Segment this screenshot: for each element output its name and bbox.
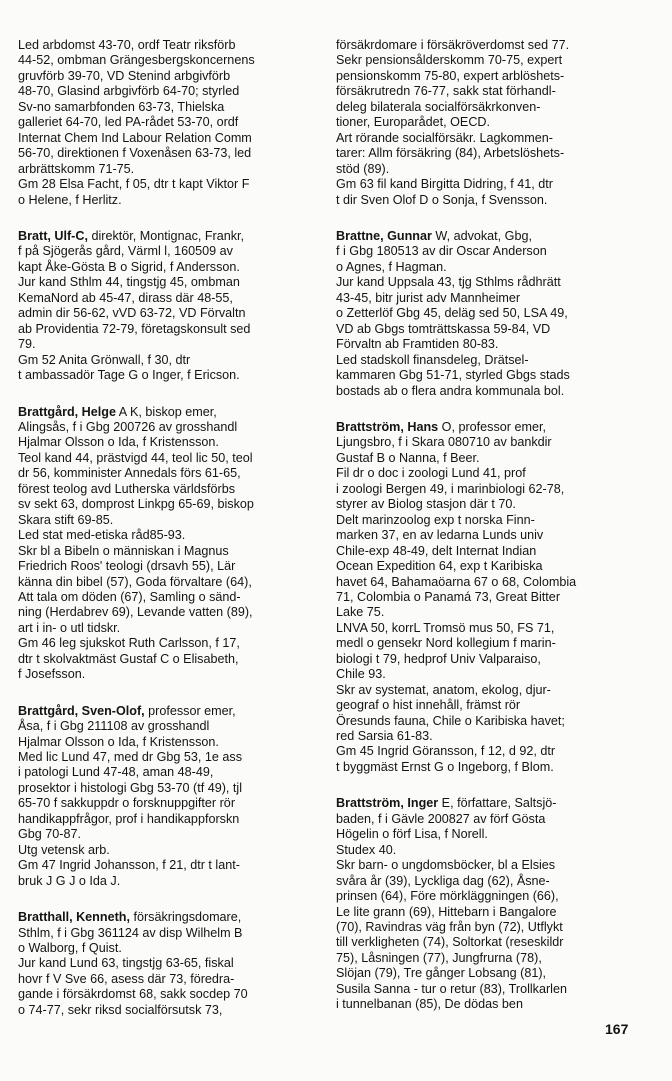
- entry-line: Studex 40.: [336, 842, 397, 857]
- entry-name: Bratt, Ulf-C,: [18, 228, 88, 243]
- entry-line: biologi t 79, hedprof Univ Valparaiso,: [336, 651, 541, 666]
- entry-line: Jur kand Sthlm 44, tingstjg 45, ombman: [18, 275, 240, 290]
- entry-line: Delt marinzoolog exp t norska Finn-: [336, 512, 535, 527]
- entry-line: Hjalmar Olsson o Ida, f Kristensson.: [18, 435, 219, 450]
- entry-line: galleriet 64-70, led PA-rådet 53-70, ordf: [18, 115, 239, 130]
- entry-line: f Josefsson.: [18, 667, 86, 682]
- entry-intro: W, advokat, Gbg,: [431, 228, 532, 243]
- entry-line: Hjalmar Olsson o Ida, f Kristensson.: [18, 734, 219, 749]
- entry-line: Fil dr o doc i zoologi Lund 41, prof: [336, 466, 526, 481]
- entry-line: kammaren Gbg 51-71, styrled Gbgs stads: [336, 368, 570, 383]
- entry-line: Gustaf B o Nanna, f Beer.: [336, 450, 480, 465]
- entry-line: Led stat med-etiska råd85-93.: [18, 528, 186, 543]
- entry-line: Led arbdomst 43-70, ordf Teatr riksförb: [18, 38, 236, 52]
- entry-line: KemaNord ab 45-47, dirass där 48-55,: [18, 290, 233, 305]
- entry-line: Alingsås, f i Gbg 200726 av grosshandl: [18, 419, 238, 434]
- left-column: [18, 38, 318, 1039]
- entry-line: i tunnelbanan (85), De dödas ben: [336, 997, 523, 1012]
- entry-line: ab Providentia 72-79, företagskonsult sed: [18, 321, 251, 336]
- entry-line: Le lite grann (69), Hittebarn i Bangalore: [336, 904, 557, 919]
- entry-line: tarer: Allm försäkring (84), Arbetslöshets-: [336, 146, 565, 161]
- entry-line: Skr barn- o ungdomsböcker, bl a Elsies: [336, 858, 556, 873]
- entry-line: tioner, Europarådet, OECD.: [336, 115, 491, 130]
- entry-line: Jur kand Lund 63, tingstjg 63-65, fiskal: [18, 956, 234, 971]
- entry-name: Brattström, Inger: [336, 796, 439, 811]
- biography-entry: [336, 420, 640, 775]
- entry-line: handikappfrågor, prof i handikappforskn: [18, 811, 240, 826]
- entry-line: Skr bl a Bibeln o människan i Magnus: [18, 543, 229, 558]
- biography-entry: [336, 796, 640, 1012]
- entry-heading: [18, 229, 318, 244]
- entry-line: svåra år (39), Lyckliga dag (62), Åsne-: [336, 873, 550, 888]
- entry-heading: [336, 796, 640, 811]
- entry-line: förest teolog avd Lutherska världsförbs: [18, 481, 236, 496]
- entry-name: Brattström, Hans: [336, 419, 439, 434]
- entry-line: ning (Herdabrev 69), Levande vatten (89),: [18, 605, 253, 620]
- right-column: [336, 38, 640, 1034]
- entry-line: bostads ab o flera andra kommunala bol.: [336, 383, 565, 398]
- entry-intro: E, författare, Saltsjö-: [438, 796, 557, 811]
- entry-line: Öresunds fauna, Chile o Karibiska havet;: [336, 713, 565, 728]
- entry-line: marken 37, en av ledarna Lunds univ: [336, 528, 544, 543]
- entry-line: t dir Sven Olof D o Sonja, f Svensson.: [336, 192, 548, 207]
- entry-line: Gm 28 Elsa Facht, f 05, dtr t kapt Viktor F: [18, 177, 250, 192]
- entry-line: geograf o hist innehåll, främst rör: [336, 698, 521, 713]
- entry-line: Gm 47 Ingrid Johansson, f 21, dtr t lant-: [18, 858, 240, 873]
- entry-line: medl o gensekr Nord kollegium f marin-: [336, 636, 556, 651]
- entry-line: Åsa, f i Gbg 211108 av grosshandl: [18, 719, 210, 734]
- entry-line: Led stadskoll finansdeleg, Drätsel-: [336, 352, 529, 367]
- entry-line: f på Sjögerås gård, Värml l, 160509 av: [18, 244, 233, 259]
- entry-line: känna din bibel (57), Goda förvaltare (64),: [18, 574, 252, 589]
- entry-line: kapt Åke-Gösta B o Sigrid, f Andersson.: [18, 259, 240, 274]
- entry-intro: O, professor emer,: [438, 419, 546, 434]
- entry-line: Chile 93.: [336, 667, 386, 682]
- entry-line: o Walborg, f Quist.: [18, 941, 122, 956]
- biography-entry: [336, 38, 640, 208]
- entry-line: Utg vetensk arb.: [18, 842, 110, 857]
- entry-line: Gm 45 Ingrid Göransson, f 12, d 92, dtr: [336, 744, 556, 759]
- entry-line: admin dir 56-62, vVD 63-72, VD Förvaltn: [18, 306, 246, 321]
- entry-line: Ljungsbro, f i Skara 080710 av bankdir: [336, 435, 552, 450]
- entry-line: sv sekt 63, domprost Linkpg 65-69, biskop: [18, 497, 254, 512]
- entry-line: o 74-77, sekr riksd socialförsutsk 73,: [18, 1002, 223, 1017]
- entry-line: t byggmäst Ernst G o Ingeborg, f Blom.: [336, 759, 554, 774]
- entry-heading: [18, 405, 318, 420]
- entry-line: t ambassadör Tage G o Inger, f Ericson.: [18, 368, 240, 383]
- entry-line: 56-70, direktionen f Voxenåsen 63-73, led: [18, 146, 252, 161]
- entry-line: stöd (89).: [336, 161, 390, 176]
- biography-entry: [18, 704, 318, 889]
- entry-name: Brattgård, Helge: [18, 404, 116, 419]
- entry-heading: [18, 704, 318, 719]
- entry-line: LNVA 50, korrL Tromsö mus 50, FS 71,: [336, 620, 555, 635]
- page-number: 167: [605, 1021, 629, 1037]
- entry-line: 44-52, ombman Grängesbergskoncernens: [18, 53, 255, 68]
- entry-line: pensionskomm 75-80, expert arblöshets-: [336, 68, 565, 83]
- entry-line: Lake 75.: [336, 605, 385, 620]
- entry-name: Bratthall, Kenneth,: [18, 910, 130, 925]
- entry-line: Högelin o förf Lisa, f Norell.: [336, 827, 488, 842]
- entry-line: red Sarsia 61-83.: [336, 729, 433, 744]
- entry-line: Sv-no samarbfonden 63-73, Thielska: [18, 99, 225, 114]
- entry-line: 48-70, Glasind arbgivförb 64-70; styrled: [18, 84, 240, 99]
- entry-line: 43-45, bitr jurist adv Mannheimer: [336, 290, 521, 305]
- entry-line: till verkligheten (74), Soltorkat (reseskildr: [336, 935, 564, 950]
- entry-line: Gbg 70-87.: [18, 827, 82, 842]
- entry-line: i zoologi Bergen 49, i marinbiologi 62-78,: [336, 481, 565, 496]
- entry-line: Slöjan (79), Tre gånger Lobsang (81),: [336, 966, 547, 981]
- entry-line: Ocean Expedition 64, exp t Karibiska: [336, 559, 543, 574]
- entry-line: 75), Låsningen (77), Jungfrurna (78),: [336, 950, 542, 965]
- entry-line: gande i försäkrdomst 68, sakk socdep 70: [18, 987, 248, 1002]
- entry-line: Gm 46 leg sjukskot Ruth Carlsson, f 17,: [18, 636, 240, 651]
- entry-line: Skara stift 69-85.: [18, 512, 114, 527]
- entry-heading: [18, 910, 318, 925]
- entry-line: Gm 52 Anita Grönwall, f 30, dtr: [18, 352, 191, 367]
- entry-line: hovr f V Sve 66, asess där 73, föredra-: [18, 971, 235, 986]
- entry-line: Skr av systemat, anatom, ekolog, djur-: [336, 682, 551, 697]
- entry-line: Sthlm, f i Gbg 361124 av disp Wilhelm B: [18, 925, 243, 940]
- entry-line: i patologi Lund 47-48, aman 48-49,: [18, 765, 214, 780]
- entry-name: Brattgård, Sven-Olof,: [18, 703, 145, 718]
- biography-entry: [18, 910, 318, 1018]
- entry-line: o Zetterlöf Gbg 45, deläg sed 50, LSA 49,: [336, 306, 568, 321]
- entry-line: Sekr pensionsålderskomm 70-75, expert: [336, 53, 563, 68]
- entry-line: Gm 63 fil kand Birgitta Didring, f 41, dtr: [336, 177, 553, 192]
- entry-line: försäkrutredn 76-77, sakk stat förhandl-: [336, 84, 556, 99]
- entry-line: dtr t skolvaktmäst Gustaf C o Elisabeth,: [18, 651, 239, 666]
- entry-line: deleg bilaterala socialförsäkrkonven-: [336, 99, 541, 114]
- entry-line: arbrättskomm 71-75.: [18, 161, 135, 176]
- entry-intro: direktör, Montignac, Frankr,: [87, 228, 245, 243]
- entry-heading: [336, 229, 640, 244]
- entry-line: Teol kand 44, prästvigd 44, teol lic 50, teol: [18, 450, 253, 465]
- entry-line: Chile-exp 48-49, delt Internat Indian: [336, 543, 537, 558]
- entry-intro: professor emer,: [144, 703, 236, 718]
- entry-line: prosektor i histologi Gbg 53-70 (tf 49), tjl: [18, 780, 242, 795]
- entry-line: gruvförb 39-70, VD Stenind arbgivförb: [18, 68, 231, 83]
- entry-line: f i Gbg 180513 av dir Oscar Anderson: [336, 244, 547, 259]
- entry-line: Att tala om döden (67), Samling o sänd-: [18, 589, 241, 604]
- entry-line: bruk J G J o Ida J.: [18, 873, 121, 888]
- entry-line: 79.: [18, 337, 36, 352]
- entry-intro: A K, biskop emer,: [115, 404, 217, 419]
- entry-line: o Helene, f Herlitz.: [18, 192, 122, 207]
- entry-line: havet 64, Bahamaöarna 67 o 68, Colombia: [336, 574, 577, 589]
- biography-entry: [18, 229, 318, 384]
- entry-line: Internat Chem Ind Labour Relation Comm: [18, 130, 252, 145]
- entry-line: art i in- o utl tidskr.: [18, 620, 121, 635]
- entry-intro: försäkringsdomare,: [129, 910, 242, 925]
- entry-line: (70), Ravindras väg från byn (72), Utflykt: [336, 920, 563, 935]
- entry-line: 65-70 f sakkuppdr o forsknuppgifter rör: [18, 796, 236, 811]
- entry-line: Art rörande socialförsäkr. Lagkommen-: [336, 130, 553, 145]
- biography-entry: [18, 38, 318, 208]
- entry-line: 71, Colombia o Panamá 73, Great Bitter: [336, 589, 561, 604]
- entry-line: styrer av Biolog stasjon där t 70.: [336, 497, 516, 512]
- entry-line: prinsen (64), Före mörkläggningen (66),: [336, 889, 559, 904]
- entry-line: Jur kand Uppsala 43, tjg Sthlms rådhrätt: [336, 275, 561, 290]
- entry-line: försäkrdomare i försäkröverdomst sed 77.: [336, 38, 570, 52]
- entry-line: Med lic Lund 47, med dr Gbg 53, 1e ass: [18, 750, 243, 765]
- entry-line: Susila Sanna - tur o retur (83), Trollkarlen: [336, 981, 567, 996]
- biography-entry: [336, 229, 640, 399]
- entry-line: VD ab Gbgs tomträttskassa 59-84, VD: [336, 321, 551, 336]
- entry-line: baden, f i Gävle 200827 av förf Gösta: [336, 811, 546, 826]
- entry-line: Förvaltn ab Framtiden 80-83.: [336, 337, 499, 352]
- entry-line: dr 56, komminister Annedals förs 61-65,: [18, 466, 241, 481]
- entry-name: Brattne, Gunnar: [336, 228, 432, 243]
- entry-heading: [336, 420, 640, 435]
- biography-entry: [18, 405, 318, 683]
- entry-line: o Agnes, f Hagman.: [336, 259, 447, 274]
- entry-line: Friedrich Roos' teologi (drsavh 55), Lär: [18, 559, 236, 574]
